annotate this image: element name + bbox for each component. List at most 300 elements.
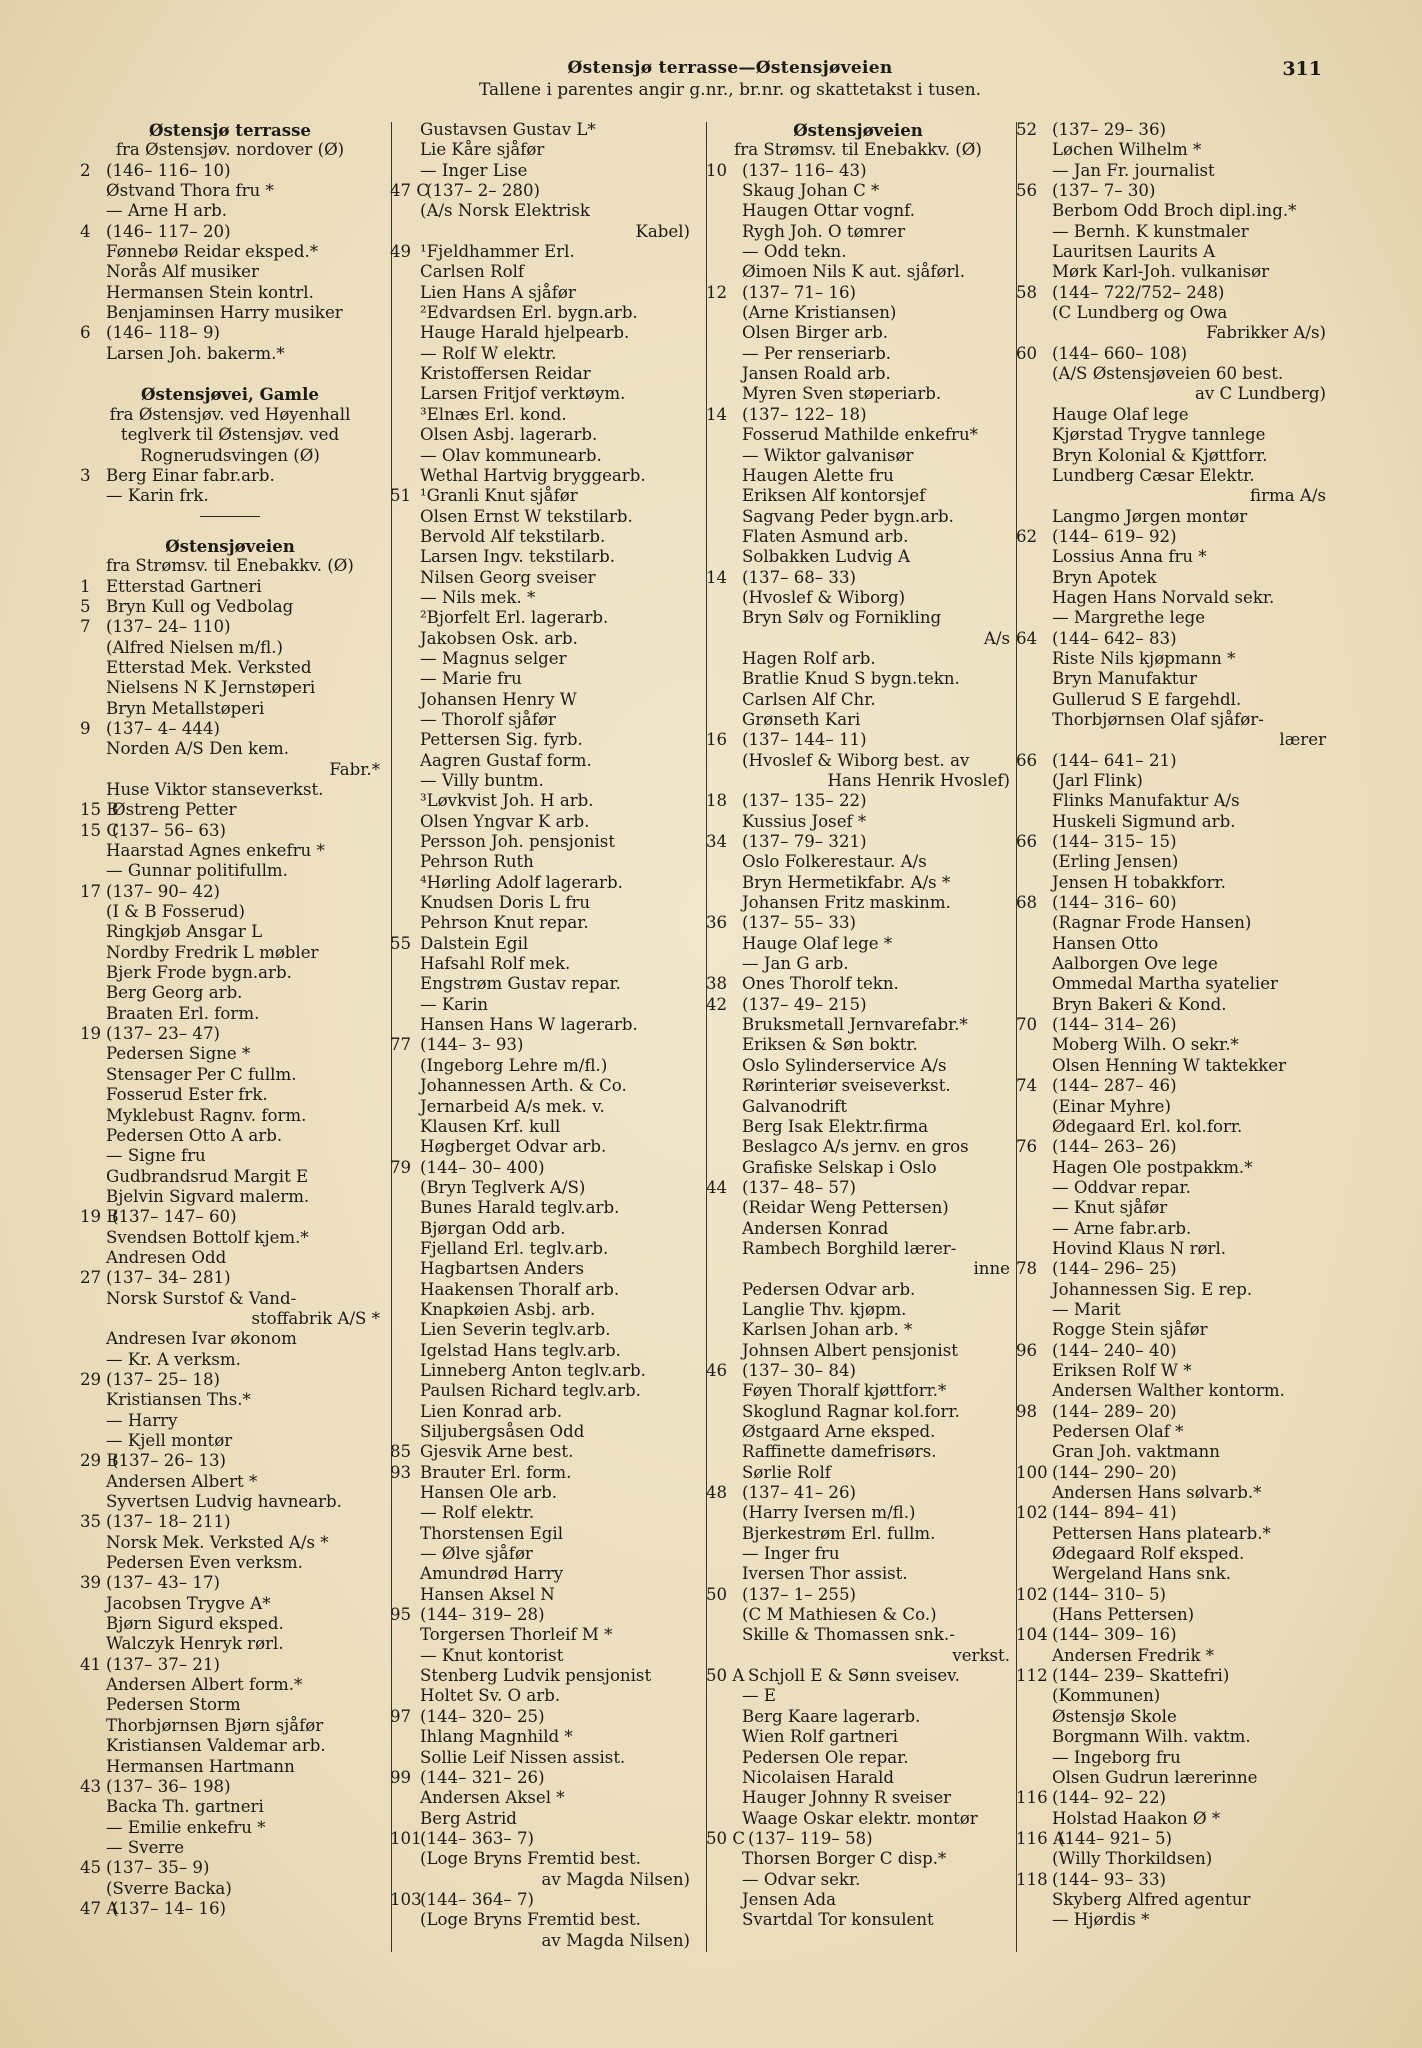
entry-text: Holtet Sv. O arb. <box>420 1686 561 1706</box>
entry-text: (144– 289– 20) <box>1052 1401 1177 1421</box>
entry-text: (137– 7– 30) <box>1052 181 1156 201</box>
resident-entry <box>390 1727 690 1747</box>
street-description: fra Østensjøv. ved Høyenhall <box>109 404 351 424</box>
entry-text: (144– 263– 26) <box>1052 1137 1177 1157</box>
resident-entry <box>390 791 690 811</box>
house-number: 14 <box>706 404 728 424</box>
house-number: 95 <box>390 1605 412 1625</box>
entry-text: Skaug Johan C * <box>742 181 880 201</box>
resident-entry <box>390 547 690 567</box>
address-entry <box>706 913 1010 933</box>
resident-entry <box>80 1675 380 1695</box>
resident-entry <box>80 1879 380 1899</box>
house-number: 99 <box>390 1767 412 1787</box>
entry-text: (Jarl Flink) <box>1052 771 1143 790</box>
entry-text: Andersen Hans sølvarb.* <box>1052 1483 1262 1503</box>
entry-text: Lien Hans A sjåfør <box>420 282 576 302</box>
entry-text: — Rolf W elektr. <box>420 343 557 363</box>
entry-text: Flaten Asmund arb. <box>742 526 909 546</box>
resident-entry <box>390 852 690 872</box>
resident-entry <box>1016 364 1326 384</box>
entry-text: Haakensen Thoralf arb. <box>420 1279 620 1299</box>
entry-text: Johannessen Sig. E rep. <box>1052 1279 1253 1299</box>
entry-text: (137– 35– 9) <box>106 1858 210 1878</box>
resident-entry <box>706 1564 1010 1584</box>
entry-text: Jansen Roald arb. <box>742 364 891 384</box>
house-number: 19 <box>80 1024 102 1044</box>
entry-text: Bervold Alf tekstilarb. <box>420 526 606 546</box>
entry-text: Pedersen Otto A arb. <box>106 1125 283 1145</box>
entry-text: (144– 363– 7) <box>420 1828 534 1848</box>
house-number: 98 <box>1016 1401 1038 1421</box>
entry-text: Gjesvik Arne best. <box>420 1442 574 1462</box>
entry-text: (144– 320– 25) <box>420 1706 545 1726</box>
entry-text: Brauter Erl. form. <box>420 1462 572 1482</box>
house-number: 44 <box>706 1177 728 1197</box>
entry-text: Andersen Albert form.* <box>106 1675 303 1695</box>
page-title: Østensjø terrasse—Østensjøveien <box>567 58 893 78</box>
entry-text: (Kommunen) <box>1052 1686 1161 1706</box>
resident-entry <box>1016 303 1326 323</box>
entry-text: (144– 309– 16) <box>1052 1625 1177 1645</box>
resident-entry <box>390 507 690 527</box>
address-entry <box>80 821 380 841</box>
entry-text: Grafiske Selskap i Oslo <box>742 1157 937 1177</box>
entry-text: ³Elnæs Erl. kond. <box>420 404 567 424</box>
house-number: 29 B <box>80 1451 119 1471</box>
address-entry <box>706 791 1010 811</box>
resident-entry <box>390 527 690 547</box>
house-number: 6 <box>80 323 91 343</box>
entry-text: Bryn Hermetikfabr. A/s * <box>742 872 951 892</box>
entry-text: (144– 321– 26) <box>420 1767 545 1787</box>
address-entry <box>706 1666 1010 1686</box>
house-number: 10 <box>706 160 728 180</box>
entry-text: — Odvar sekr. <box>742 1869 861 1889</box>
resident-entry <box>1016 812 1326 832</box>
resident-entry <box>706 1158 1010 1178</box>
entry-text: Huse Viktor stanseverkst. <box>106 780 324 799</box>
entry-text: ²Bjorfelt Erl. lagerarb. <box>420 608 609 628</box>
column-2 <box>390 120 690 1951</box>
entry-text: — Karin <box>420 994 489 1014</box>
entry-text: Ødegaard Rolf eksped. <box>1052 1544 1245 1564</box>
resident-entry <box>80 739 380 759</box>
resident-entry <box>390 1544 690 1564</box>
resident-entry <box>80 1350 380 1370</box>
resident-entry <box>706 1748 1010 1768</box>
resident-entry <box>390 262 690 282</box>
resident-entry <box>80 1492 380 1512</box>
address-entry <box>80 719 380 739</box>
entry-text: — Oddvar repar. <box>1052 1177 1191 1197</box>
address-entry <box>1016 1829 1326 1849</box>
resident-entry <box>390 120 690 140</box>
address-entry <box>80 466 380 486</box>
resident-entry <box>80 1757 380 1777</box>
address-entry <box>80 1655 380 1675</box>
entry-text: Svartdal Tor konsulent <box>742 1910 934 1930</box>
entry-text: Bruksmetall Jernvarefabr.* <box>742 1015 968 1035</box>
entry-text: — Kr. A verksm. <box>106 1349 241 1369</box>
resident-entry <box>80 922 380 942</box>
entry-text: Gullerud S E fargehdl. <box>1052 689 1242 709</box>
house-number: 42 <box>706 994 728 1014</box>
entry-continuation <box>80 760 380 780</box>
entry-text: Hauge Olaf lege <box>1052 404 1189 424</box>
resident-entry <box>390 812 690 832</box>
entry-text: Skille & Thomassen snk.- <box>742 1625 955 1645</box>
resident-entry <box>390 1056 690 1076</box>
resident-entry <box>80 1797 380 1817</box>
resident-entry <box>706 812 1010 832</box>
resident-entry <box>80 963 380 983</box>
resident-entry <box>1016 1381 1326 1401</box>
entry-text: Pehrson Knut repar. <box>420 913 589 933</box>
entry-text: — Arne fabr.arb. <box>1052 1218 1192 1238</box>
resident-entry <box>706 873 1010 893</box>
address-entry <box>1016 751 1326 771</box>
entry-text: (144– 364– 7) <box>420 1889 534 1909</box>
entry-text: (144– 239– Skattefri) <box>1052 1666 1230 1686</box>
resident-entry <box>390 384 690 404</box>
resident-entry <box>390 690 690 710</box>
entry-text: Bryn Apotek <box>1052 567 1157 587</box>
house-number: 29 <box>80 1369 102 1389</box>
entry-text: Andersen Aksel * <box>420 1788 565 1808</box>
resident-entry <box>390 771 690 791</box>
entry-continuation <box>1016 384 1326 404</box>
entry-text: Engstrøm Gustav repar. <box>420 974 621 994</box>
resident-entry <box>706 1524 1010 1544</box>
address-entry <box>1016 893 1326 913</box>
resident-entry <box>706 364 1010 384</box>
address-entry <box>1016 1463 1326 1483</box>
resident-entry <box>1016 1097 1326 1117</box>
address-entry <box>1016 1259 1326 1279</box>
resident-entry <box>706 527 1010 547</box>
entry-text: Pedersen Even verksm. <box>106 1553 303 1573</box>
entry-text: (Alfred Nielsen m/fl.) <box>106 637 283 657</box>
resident-entry <box>706 934 1010 954</box>
resident-entry <box>390 1097 690 1117</box>
resident-entry <box>706 303 1010 323</box>
house-number: 35 <box>80 1512 102 1532</box>
house-number: 85 <box>390 1442 412 1462</box>
address-entry <box>1016 1870 1326 1890</box>
entry-text: (A/S Østensjøveien 60 best. <box>1052 364 1284 384</box>
entry-text: Riste Nils kjøpmann * <box>1052 648 1236 668</box>
entry-text: Stenberg Ludvik pensjonist <box>420 1666 652 1686</box>
resident-entry <box>1016 791 1326 811</box>
entry-text: (137– 1– 255) <box>742 1584 856 1604</box>
entry-text: Andresen Odd <box>106 1247 227 1267</box>
resident-entry <box>390 974 690 994</box>
address-entry <box>80 882 380 902</box>
resident-entry <box>80 1187 380 1207</box>
entry-text: Kristiansen Valdemar arb. <box>106 1736 326 1756</box>
address-entry <box>706 974 1010 994</box>
resident-entry <box>1016 649 1326 669</box>
resident-entry <box>706 1035 1010 1055</box>
entry-text: Etterstad Mek. Verksted <box>106 657 312 677</box>
entry-text: — Inger fru <box>742 1544 840 1564</box>
continuation-text: Fabr.* <box>329 759 380 779</box>
house-number: 47 A <box>80 1898 119 1918</box>
resident-entry <box>390 161 690 181</box>
entry-text: Benjaminsen Harry musiker <box>106 303 343 323</box>
entry-text: (Loge Bryns Fremtid best. <box>420 1849 641 1869</box>
entry-text: Pettersen Hans platearb.* <box>1052 1523 1271 1543</box>
entry-text: Bryn Manufaktur <box>1052 669 1198 689</box>
entry-text: (Hans Pettersen) <box>1052 1605 1195 1625</box>
entry-text: Dalstein Egil <box>420 933 529 953</box>
resident-entry <box>706 1625 1010 1645</box>
resident-entry <box>706 1809 1010 1829</box>
entry-text: Pedersen Storm <box>106 1695 241 1715</box>
entry-text: — Sverre <box>106 1837 185 1857</box>
entry-text: (144– 287– 46) <box>1052 1076 1177 1096</box>
entry-text: Bjelvin Sigvard malerm. <box>106 1186 310 1206</box>
entry-text: (144– 3– 93) <box>420 1035 524 1055</box>
house-number: 39 <box>80 1573 102 1593</box>
entry-text: Pehrson Ruth <box>420 852 534 872</box>
house-number: 93 <box>390 1462 412 1482</box>
street-heading: Østensjøveien <box>793 120 923 140</box>
entry-text: Kussius Josef * <box>742 811 867 831</box>
entry-text: Nilsen Georg sveiser <box>420 567 596 587</box>
street-heading: Østensjøvei, Gamle <box>141 384 319 405</box>
address-entry <box>706 995 1010 1015</box>
resident-entry <box>1016 995 1326 1015</box>
entry-text: (137– 48– 57) <box>742 1177 856 1197</box>
entry-text: (144– 660– 108) <box>1052 343 1188 363</box>
resident-entry <box>80 1390 380 1410</box>
entry-text: Aagren Gustaf form. <box>420 750 592 770</box>
entry-text: (Willy Thorkildsen) <box>1052 1849 1213 1869</box>
address-entry <box>706 283 1010 303</box>
resident-entry <box>706 425 1010 445</box>
resident-entry <box>1016 1524 1326 1544</box>
entry-text: Fønnebø Reidar eksped.* <box>106 242 319 262</box>
entry-text: Larsen Fritjof verktøym. <box>420 384 626 404</box>
entry-text: Hauger Johnny R sveiser <box>742 1788 952 1808</box>
resident-entry <box>390 1076 690 1096</box>
resident-entry <box>1016 852 1326 872</box>
resident-entry <box>706 384 1010 404</box>
entry-text: Hansen Aksel N <box>420 1584 555 1604</box>
street-description: fra Strømsv. til Enebakkv. (Ø) <box>106 556 354 576</box>
resident-entry <box>1016 588 1326 608</box>
resident-entry <box>390 1483 690 1503</box>
entry-text: Pedersen Ole repar. <box>742 1747 909 1767</box>
resident-entry <box>80 1228 380 1248</box>
entry-text: Ihlang Magnhild * <box>420 1727 573 1747</box>
resident-entry <box>1016 222 1326 242</box>
resident-entry <box>80 841 380 861</box>
entry-text: Oslo Folkerestaur. A/s <box>742 852 927 872</box>
entry-text: Nicolaisen Harald <box>742 1767 895 1787</box>
resident-entry <box>1016 1707 1326 1727</box>
resident-entry <box>390 1361 690 1381</box>
house-number: 64 <box>1016 628 1038 648</box>
resident-entry <box>1016 1910 1326 1930</box>
resident-entry <box>390 730 690 750</box>
resident-entry <box>1016 1219 1326 1239</box>
resident-entry <box>390 1910 690 1930</box>
entry-text: Hauge Harald hjelpearb. <box>420 323 630 343</box>
resident-entry <box>1016 1056 1326 1076</box>
resident-entry <box>80 699 380 719</box>
address-entry <box>706 1483 1010 1503</box>
entry-text: Hauge Olaf lege * <box>742 933 893 953</box>
resident-entry <box>390 323 690 343</box>
resident-entry <box>706 669 1010 689</box>
resident-entry <box>80 1289 380 1309</box>
resident-entry <box>706 1870 1010 1890</box>
entry-continuation <box>706 1259 1010 1279</box>
entry-text: Gran Joh. vaktmann <box>1052 1442 1220 1462</box>
entry-text: Hagbartsen Anders <box>420 1259 584 1279</box>
resident-entry <box>80 1614 380 1634</box>
entry-text: (137– 26– 13) <box>112 1451 226 1471</box>
house-number: 66 <box>1016 750 1038 770</box>
entry-continuation <box>1016 486 1326 506</box>
resident-entry <box>1016 954 1326 974</box>
resident-entry <box>1016 161 1326 181</box>
entry-text: — Marit <box>1052 1299 1121 1319</box>
resident-entry <box>1016 873 1326 893</box>
entry-text: (Ingeborg Lehre m/fl.) <box>420 1055 608 1075</box>
address-entry <box>1016 344 1326 364</box>
address-entry <box>1016 1076 1326 1096</box>
address-entry <box>80 597 380 617</box>
entry-text: Norås Alf musiker <box>106 262 259 282</box>
address-entry <box>390 1035 690 1055</box>
address-entry <box>1016 181 1326 201</box>
resident-entry <box>706 893 1010 913</box>
entry-text: Fosserud Ester frk. <box>106 1085 268 1105</box>
entry-text: (137– 29– 36) <box>1052 120 1166 139</box>
entry-text: (137– 25– 18) <box>106 1369 220 1389</box>
entry-text: (144– 314– 26) <box>1052 1015 1177 1035</box>
entry-continuation <box>706 1646 1010 1666</box>
resident-entry <box>706 1015 1010 1035</box>
resident-entry <box>706 751 1010 771</box>
house-number: 101 <box>390 1828 422 1848</box>
resident-entry <box>80 1736 380 1756</box>
resident-entry <box>390 1259 690 1279</box>
entry-text: Johannessen Arth. & Co. <box>420 1076 627 1096</box>
entry-text: Wien Rolf gartneri <box>742 1727 898 1747</box>
resident-entry <box>80 344 380 364</box>
entry-text: Hermansen Hartmann <box>106 1756 295 1776</box>
entry-text: (146– 118– 9) <box>106 323 220 343</box>
continuation-text: stoffabrik A/S * <box>251 1308 380 1328</box>
entry-text: Øimoen Nils K aut. sjåførl. <box>742 262 966 282</box>
resident-entry <box>390 1280 690 1300</box>
resident-entry <box>80 242 380 262</box>
entry-text: Bryn Kull og Vedbolag <box>106 596 294 616</box>
house-number: 102 <box>1016 1584 1048 1604</box>
resident-entry <box>80 1248 380 1268</box>
entry-text: Rambech Borghild lærer- <box>742 1238 957 1258</box>
entry-text: (146– 117– 20) <box>106 221 231 241</box>
resident-entry <box>706 1463 1010 1483</box>
entry-text: Larsen Ingv. tekstilarb. <box>420 547 616 567</box>
entry-text: Skyberg Alfred agentur <box>1052 1889 1251 1909</box>
resident-entry <box>80 678 380 698</box>
house-number: 103 <box>390 1889 422 1909</box>
resident-entry <box>390 1402 690 1422</box>
resident-entry <box>390 913 690 933</box>
resident-entry <box>390 425 690 445</box>
entry-text: (144– 641– 21) <box>1052 750 1177 770</box>
entry-text: Johansen Henry W <box>420 689 577 709</box>
resident-entry <box>706 1890 1010 1910</box>
address-entry <box>80 1024 380 1044</box>
entry-text: — Ingeborg fru <box>1052 1747 1181 1767</box>
resident-entry <box>706 262 1010 282</box>
house-number: 52 <box>1016 120 1038 139</box>
entry-text: — Signe fru <box>106 1146 206 1166</box>
street-heading: Østensjøveien <box>165 535 295 556</box>
resident-entry <box>706 323 1010 343</box>
resident-entry <box>80 1106 380 1126</box>
entry-text: — Inger Lise <box>420 160 528 180</box>
entry-text: — Hjørdis * <box>1052 1910 1150 1930</box>
house-number: 16 <box>706 730 728 750</box>
street-description: Rognerudsvingen (Ø) <box>140 445 320 465</box>
resident-entry <box>390 954 690 974</box>
entry-text: — Olav kommunearb. <box>420 445 602 465</box>
address-entry <box>1016 1137 1326 1157</box>
entry-text: Kristiansen Ths.* <box>106 1390 251 1410</box>
address-entry <box>80 1858 380 1878</box>
entry-text: Ødegaard Erl. kol.forr. <box>1052 1116 1243 1136</box>
resident-entry <box>390 1809 690 1829</box>
resident-entry <box>80 1004 380 1024</box>
entry-text: Nordby Fredrik L møbler <box>106 942 319 962</box>
entry-text: Kristoffersen Reidar <box>420 364 591 384</box>
house-number: 77 <box>390 1035 412 1055</box>
resident-entry <box>1016 690 1326 710</box>
address-entry <box>80 1899 380 1919</box>
entry-text: Gustavsen Gustav L* <box>420 120 596 139</box>
house-number: 19 B <box>80 1207 119 1227</box>
resident-entry <box>80 1167 380 1187</box>
entry-text: (Einar Myhre) <box>1052 1096 1171 1116</box>
entry-text: Østensjø Skole <box>1052 1706 1177 1726</box>
address-entry <box>1016 283 1326 303</box>
entry-text: Flinks Manufaktur A/s <box>1052 791 1240 811</box>
resident-entry <box>706 242 1010 262</box>
entry-text: Myklebust Ragnv. form. <box>106 1105 307 1125</box>
entry-text: Andersen Walther kontorm. <box>1052 1381 1285 1401</box>
entry-text: — Knut sjåfør <box>1052 1198 1168 1218</box>
house-number: 116 A <box>1016 1828 1065 1848</box>
resident-entry <box>1016 405 1326 425</box>
entry-text: Hagen Hans Norvald sekr. <box>1052 587 1275 607</box>
address-entry <box>1016 1341 1326 1361</box>
resident-entry <box>80 861 380 881</box>
entry-text: (144– 642– 83) <box>1052 628 1177 648</box>
entry-text: (137– 2– 280) <box>426 181 540 201</box>
house-number: 47 C <box>390 181 430 201</box>
entry-text: Olsen Asbj. lagerarb. <box>420 425 598 445</box>
entry-text: Pedersen Olaf * <box>1052 1422 1184 1441</box>
entry-text: Syvertsen Ludvig havnearb. <box>106 1492 342 1512</box>
